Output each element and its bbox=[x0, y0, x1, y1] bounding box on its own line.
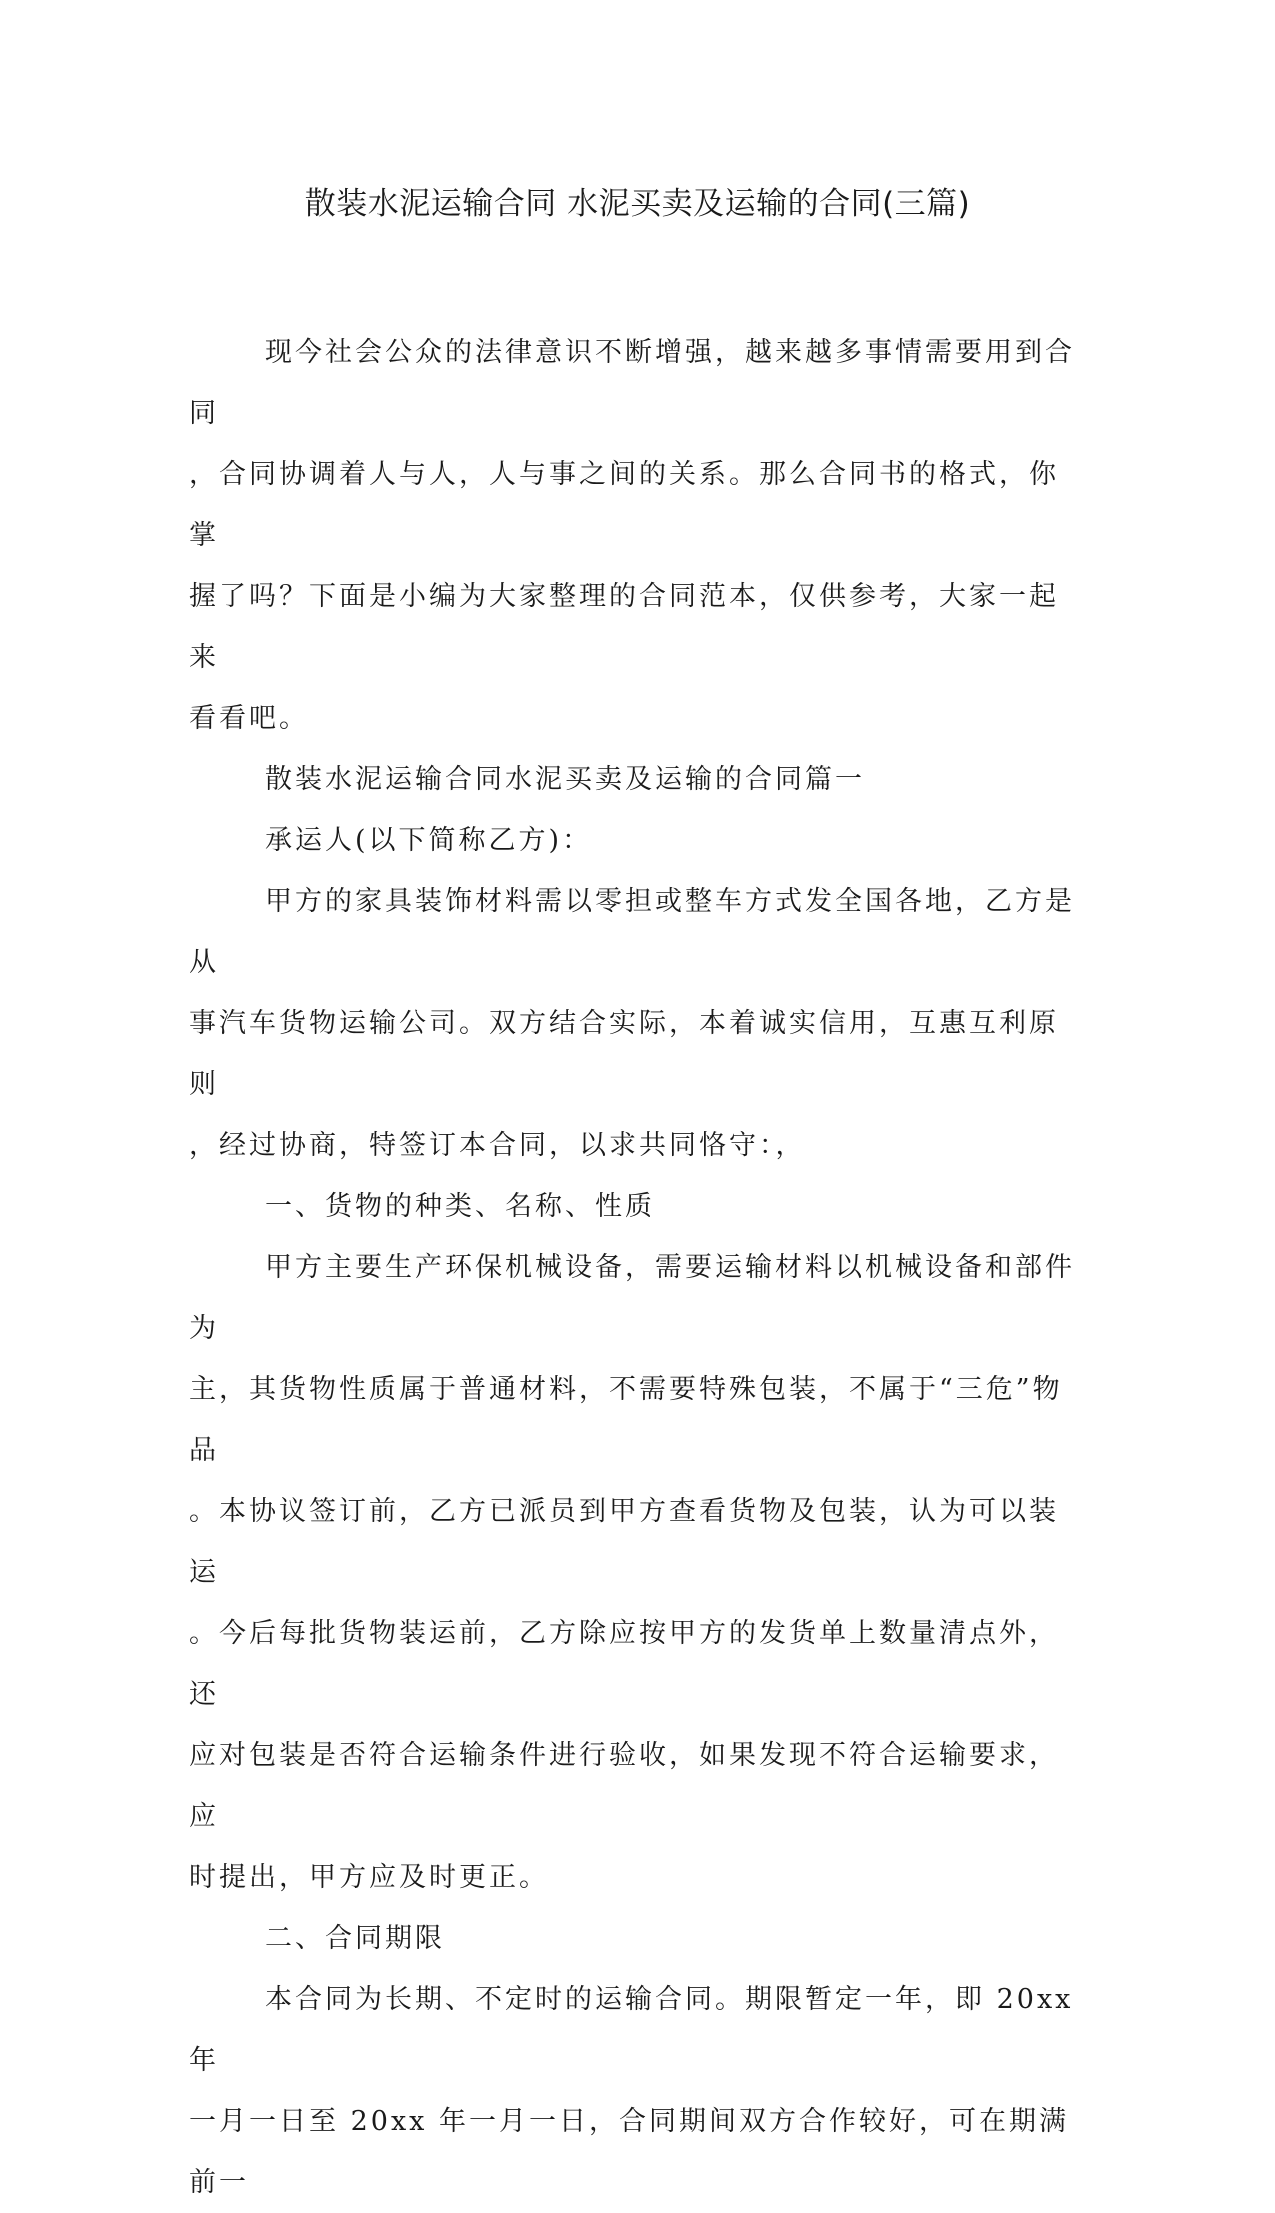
text-line: 现今社会公众的法律意识不断增强，越来越多事情需要用到合同 bbox=[189, 337, 1075, 429]
document-body bbox=[189, 322, 1079, 2213]
text-line: 一月一日至 20xx 年一月一日，合同期间双方合作较好，可在期满前一 bbox=[189, 2106, 1069, 2198]
paragraph-term bbox=[189, 1969, 1079, 2213]
text-line: 二、合同期限 bbox=[265, 1923, 445, 1954]
text-line: 。今后每批货物装运前，乙方除应按甲方的发货单上数量清点外，还 bbox=[189, 1618, 1059, 1710]
text-line: 。本协议签订前，乙方已派员到甲方查看货物及包装，认为可以装运 bbox=[189, 1496, 1059, 1588]
text-line: 散装水泥运输合同水泥买卖及运输的合同篇一 bbox=[265, 764, 865, 795]
text-line: 时提出，甲方应及时更正。 bbox=[189, 1862, 549, 1893]
text-line: 握了吗？下面是小编为大家整理的合同范本，仅供参考，大家一起来 bbox=[189, 581, 1059, 673]
document-title: 散装水泥运输合同 水泥买卖及运输的合同(三篇) bbox=[304, 186, 971, 222]
text-line: 甲方主要生产环保机械设备，需要运输材料以机械设备和部件为 bbox=[189, 1252, 1075, 1344]
text-line: 一、货物的种类、名称、性质 bbox=[265, 1191, 655, 1222]
text-line: 承运人(以下简称乙方)： bbox=[265, 825, 593, 856]
text-line: 本合同为长期、不定时的运输合同。期限暂定一年，即 20xx 年 bbox=[189, 1984, 1074, 2076]
text-line: ，经过协商，特签订本合同，以求共同恪守：， bbox=[189, 1130, 806, 1161]
section-heading-goods bbox=[189, 1176, 1079, 1237]
paragraph-intro bbox=[189, 322, 1079, 749]
text-line: 甲方的家具装饰材料需以零担或整车方式发全国各地，乙方是从 bbox=[189, 886, 1075, 978]
text-line: 事汽车货物运输公司。双方结合实际，本着诚实信用，互惠互利原则 bbox=[189, 1008, 1059, 1100]
text-line: 应对包装是否符合运输条件进行验收，如果发现不符合运输要求，应 bbox=[189, 1740, 1059, 1832]
text-line: 主，其货物性质属于普通材料，不需要特殊包装，不属于“三危”物品 bbox=[189, 1374, 1063, 1466]
section-heading-part-one bbox=[189, 749, 1079, 810]
text-line: 看看吧。 bbox=[189, 703, 309, 734]
paragraph-preamble bbox=[189, 871, 1079, 1176]
text-line: ，合同协调着人与人，人与事之间的关系。那么合同书的格式，你掌 bbox=[189, 459, 1059, 551]
section-heading-term bbox=[189, 1908, 1079, 1969]
paragraph-goods bbox=[189, 1237, 1079, 1908]
paragraph-carrier bbox=[189, 810, 1079, 871]
